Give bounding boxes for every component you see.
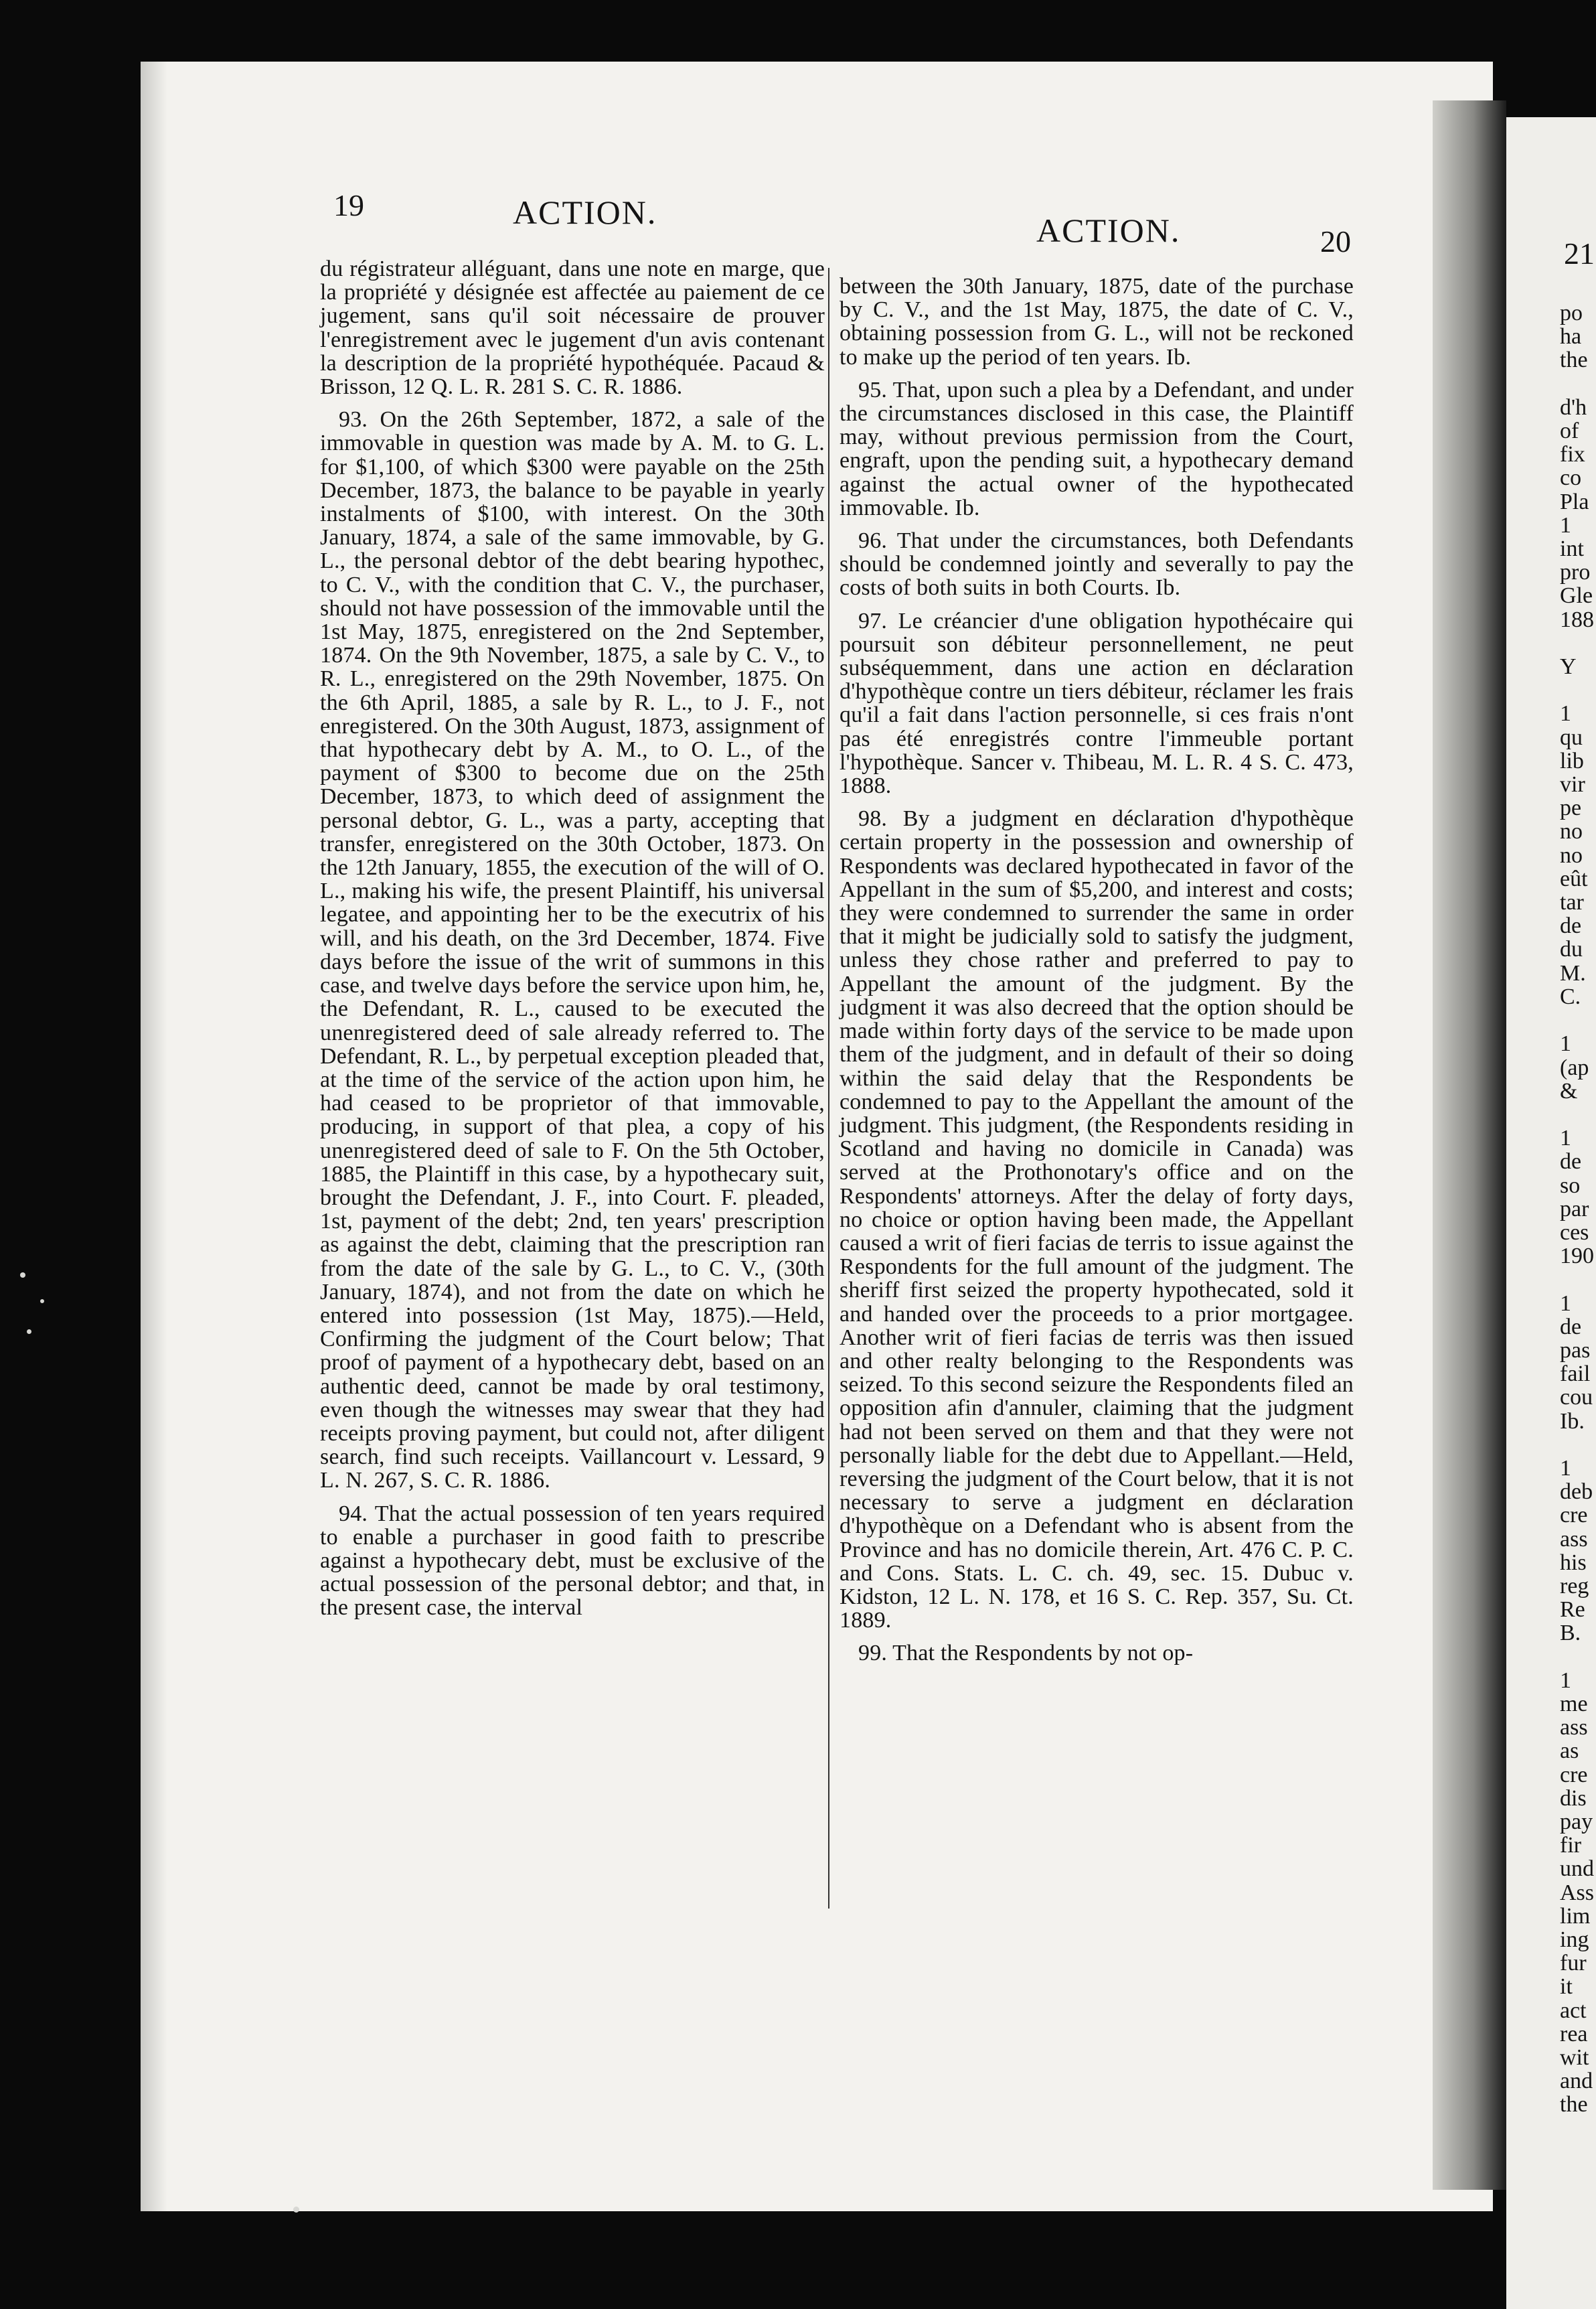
left-column	[320, 257, 825, 1629]
next-page-fragment: the	[1560, 348, 1588, 373]
next-page-fragment: no	[1560, 842, 1583, 868]
next-page-fragment: cou	[1560, 1385, 1593, 1410]
next-page-fragment: po	[1560, 301, 1583, 325]
next-page-fragment: de	[1560, 1314, 1582, 1339]
next-page-fragment: lib	[1560, 748, 1584, 773]
next-page-fragment: ces	[1560, 1219, 1589, 1245]
next-page-fragment: de	[1560, 913, 1582, 939]
next-page-fragment	[1560, 631, 1596, 655]
next-page-fragment: lim	[1560, 1903, 1591, 1929]
right-page-number: 20	[1320, 224, 1351, 258]
next-page-fragment: 1	[1560, 1290, 1571, 1316]
paragraph: 97. Le créancier d'une obligation hypothécaire qui poursuit son débiteur personnellement, ne peut subséquemment, dans une action en déclaration d'hypothèque contre un tiers débiteur, réclamer les frais qu'il a fait dans l'action personnelle, si ces frais n'ont pas été enregistrés contre l'immeuble portant l'hypothèque. Sancer v. Thibeau, M. L. R. 4 S. C. 473, 1888.	[840, 608, 1354, 799]
next-page-fragment: act	[1560, 1998, 1587, 2023]
next-page-fragment-column	[1560, 301, 1596, 2117]
next-page-fragment: so	[1560, 1173, 1581, 1198]
next-page-fragment: cre	[1560, 1762, 1588, 1787]
next-page-fragment: Y	[1560, 654, 1577, 680]
next-page-fragment	[1560, 1433, 1596, 1457]
next-page-fragment: de	[1560, 1149, 1582, 1175]
next-page-fragment: tar	[1560, 890, 1584, 915]
next-page-fragment: eût	[1560, 866, 1588, 891]
scan-speck	[40, 1299, 44, 1303]
next-page-fragment: &	[1560, 1078, 1578, 1104]
left-page-number: 19	[333, 188, 364, 222]
next-page-fragment: fix	[1560, 442, 1585, 467]
paragraph: 98. By a judgment en déclaration d'hypothèque certain property in the possession and ownership of Respondents was declared hypothecated in favor of the Appellant in the sum of $5,200, and interest and costs; they were condemned to surrender the same in order that it might be judicially sold to satisfy the judgment, unless they chose rather and preferred to pay to Appellant the amount of the judgment. By the judgment it was also decreed that the option should be made within forty days of the service to be made upon them of the judgment, and in default of their so doing within the said delay that the Respondents be condemned to pay to the Appellant the amount of the judgment. This judgment, (the Respondents residing in Scotland and having no domicile in Canada) was served at the Prothonotary's office and on the Respondents' attorneys. After the delay of forty days, no choice or option having been made, the Appellant caused a writ of fieri facias de terris to issue against the Respondents for the full amount of the judgment. The sheriff first seized the property hypothecated, sold it and handed over the proceeds to a prior mortgagee. Another writ of fieri facias de terris was then issued and other realty belonging to the Respondents was seized. To this second seizure the Respondents filed an opposition afin d'annuler, claiming that the judgment had not been served on them and that they were not personally liable for the debt due to Appellant.—Held, reversing the judgment of the Court below, that it is not necessary to serve a judgment en déclaration d'hypothèque on a Defendant who is absent from the Province and has no domicile therein, Art. 476 C. P. C. and Cons. Stats. L. C. ch. 49, sec. 15. Dubuc v. Kidston, 12 L. N. 178, et 16 S. C. Rep. 357, Su. Ct. 1889.	[840, 806, 1354, 1633]
next-page-fragment: vir	[1560, 772, 1585, 798]
next-page-fragment: no	[1560, 819, 1583, 844]
next-page-fragment: (ap	[1560, 1055, 1589, 1080]
next-page-fragment	[1560, 1009, 1596, 1032]
next-page-fragment: of	[1560, 419, 1579, 444]
next-page-fragment: d'h	[1560, 394, 1587, 420]
next-page-fragment: me	[1560, 1691, 1588, 1716]
next-page-fragment: his	[1560, 1550, 1587, 1575]
next-page-fragment: 1	[1560, 701, 1571, 727]
next-page-fragment: Ass	[1560, 1880, 1595, 1905]
next-page-fragment: ass	[1560, 1715, 1588, 1740]
next-page-fragment: Ib.	[1560, 1408, 1585, 1434]
next-page-fragment: ass	[1560, 1526, 1588, 1552]
next-page-fragment: fur	[1560, 1951, 1587, 1976]
book-gutter	[1433, 100, 1506, 2190]
next-page-fragment: int	[1560, 536, 1584, 562]
next-page-fragment: deb	[1560, 1479, 1593, 1505]
next-page-fragment: 1	[1560, 1031, 1571, 1057]
next-page-fragment: co	[1560, 465, 1582, 491]
next-page-fragment: pe	[1560, 796, 1582, 821]
next-page-fragment: 188	[1560, 607, 1594, 632]
next-page-fragment: pas	[1560, 1337, 1591, 1363]
right-running-head: ACTION.	[1036, 212, 1181, 249]
next-page-fragment: fir	[1560, 1833, 1582, 1858]
next-page-fragment: dis	[1560, 1785, 1587, 1811]
paragraph: 96. That under the circumstances, both Defendants should be condemned jointly and severally to pay the costs of both suits in both Courts. Ib.	[840, 528, 1354, 601]
scan-speck	[293, 2207, 299, 2213]
next-page-fragment: ha	[1560, 324, 1582, 350]
next-page-fragment	[1560, 678, 1596, 702]
next-page-fragment: 1	[1560, 1455, 1571, 1481]
next-page-fragment: qu	[1560, 725, 1583, 750]
next-page-fragment: 1	[1560, 512, 1571, 538]
next-page-fragment	[1560, 1645, 1596, 1669]
next-page-fragment: Gle	[1560, 583, 1593, 609]
next-page-fragment: ing	[1560, 1927, 1589, 1953]
left-running-head: ACTION.	[513, 194, 657, 231]
next-page-fragment: it	[1560, 1974, 1573, 2000]
next-page-fragment: und	[1560, 1856, 1594, 1882]
paragraph: 93. On the 26th September, 1872, a sale of the immovable in question was made by A. M. to G. L. for $1,100, of which $300 were payable on the 25th December, 1873, the balance to be payable in yearly instalments of $100, with interest. On the 30th January, 1874, a sale of the same immovable, by G. L., the personal debtor of the debt bearing hypothec, to C. V., with the condition that C. V., the purchaser, should not have possession of the immovable until the 1st May, 1875, enregistered on the 2nd September, 1874. On the 9th November, 1875, a sale by C. V., to R. L., enregistered on the 29th November, 1875. On the 6th April, 1885, a sale by R. L., to J. F., not enregistered. On the 30th August, 1873, assignment of that hypothecary debt by A. M., to O. L., of the payment of $300 to become due on the 25th December, 1873, to which deed of assignment the personal debtor, G. L., was a party, accepting that transfer, enregistered on the 30th October, 1873. On the 12th January, 1855, the execution of the will of O. L., making his wife, the present Plaintiff, his universal legatee, and appointing her to be the executrix of his will, and his death, on the 3rd December, 1874. Five days before the issue of the writ of summons in this case, and twelve days before the service upon him, he, the Defendant, R. L., caused to be executed the unenregistered deed of sale already referred to. The Defendant, R. L., by perpetual exception pleaded that, at the time of the service of the action upon him, he had ceased to be proprietor of that immovable, producing, in support of that plea, a copy of his unenregistered deed of sale to F. On the 5th October, 1885, the Plaintiff in this case, by a hypothecary suit, brought the Defendant, J. F., into Court. F. pleaded, 1st, payment of the debt; 2nd, ten years' prescription as against the debt, claiming that the prescription ran from the date of the sale by G. L., to C. V., (30th January, 1874), and not from the date on which he entered into possession (1st May, 1875).—Held, Confirming the judgment of the Court below; That proof of payment of a hypothecary debt, based on an authentic deed, cannot be made by oral testimony, even though the witnesses may swear that they had receipts proving payment, but could not, after diligent search, find such receipts. Vaillancourt v. Lessard, 9 L. N. 267, S. C. R. 1886.	[320, 407, 825, 1493]
paragraph: 95. That, upon such a plea by a Defendant, and under the circumstances disclosed in this case, the Plaintiff may, without previous permission from the Court, engraft, upon the pending suit, a hypothecary demand against the actual owner of the hypothecated immovable. Ib.	[840, 377, 1354, 520]
next-page-fragment: 1	[1560, 1667, 1571, 1693]
next-page-fragment: M.	[1560, 960, 1586, 986]
paragraph: 99. That the Respondents by not op-	[858, 1641, 1194, 1666]
next-page-fragment: rea	[1560, 2021, 1588, 2046]
column-rule	[828, 268, 829, 1909]
next-page-fragment: par	[1560, 1196, 1589, 1221]
next-page-fragment: Pla	[1560, 489, 1589, 514]
next-page-fragment	[1560, 1103, 1596, 1126]
next-page-fragment: and	[1560, 2069, 1593, 2094]
next-page-fragment: the	[1560, 2092, 1588, 2117]
next-page-fragment: reg	[1560, 1573, 1589, 1598]
next-page-fragment: cre	[1560, 1503, 1588, 1528]
paragraph: 94. That the actual possession of ten years required to enable a purchaser in good faith to prescribe against a hypothecary debt, must be exclusive of the actual possession of the personal debtor; and that, in the present case, the interval	[320, 1501, 825, 1621]
scan-speck	[20, 1272, 25, 1278]
next-page-fragment: wit	[1560, 2045, 1589, 2071]
page-spine-shadow	[141, 62, 167, 2211]
next-page-fragment: fail	[1560, 1361, 1591, 1387]
paragraph: du régistrateur alléguant, dans une note en marge, que la propriété y désignée est affectée au paiement de ce jugement, sans qu'il soit nécessaire de prouver l'enregistrement avec le jugement d'un avis contenant la description de la propriété hypothéquée. Pacaud & Brisson, 12 Q. L. R. 281 S. C. R. 1886.	[320, 256, 825, 400]
next-page-fragment: C.	[1560, 984, 1581, 1009]
next-page-fragment: B.	[1560, 1621, 1581, 1646]
next-page-fragment: Re	[1560, 1597, 1585, 1623]
next-page-fragment: 1	[1560, 1126, 1571, 1151]
next-page-fragment	[1560, 372, 1596, 396]
scan-speck	[27, 1329, 31, 1334]
next-page-fragment: 190	[1560, 1244, 1594, 1269]
next-page-fragment: pay	[1560, 1809, 1593, 1834]
paragraph: between the 30th January, 1875, date of the purchase by C. V., and the 1st May, 1875, the date of C. V., obtaining possession from G. L., will not be reckoned to make up the period of ten years. Ib.	[840, 274, 1354, 370]
next-page-fragment: as	[1560, 1738, 1579, 1764]
next-page-fragment: du	[1560, 937, 1583, 962]
next-page-fragment	[1560, 1268, 1596, 1291]
next-page-fragment: pro	[1560, 560, 1591, 585]
right-column	[840, 275, 1354, 1675]
next-page-number: 21	[1564, 236, 1595, 271]
